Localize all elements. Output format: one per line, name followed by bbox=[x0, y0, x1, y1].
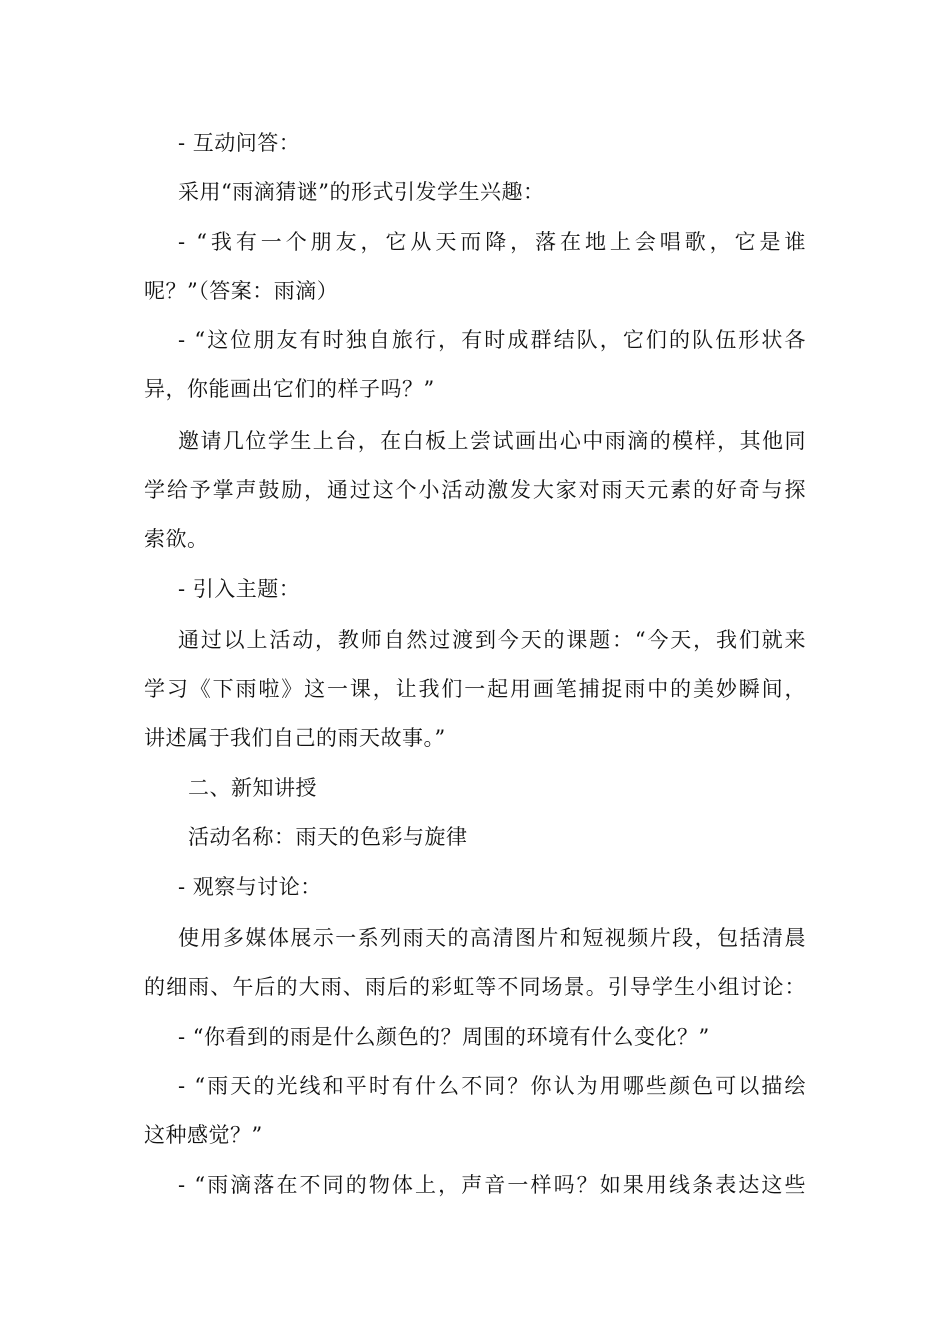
quote-line: 这种感觉？” bbox=[144, 1123, 263, 1147]
activity-name: 活动名称：雨天的色彩与旋律 bbox=[188, 825, 468, 849]
quote-line: - “你看到的雨是什么颜色的？周围的环境有什么变化？” bbox=[178, 1025, 710, 1049]
quote-line: - “雨天的光线和平时有什么不同？你认为用哪些颜色可以描绘 bbox=[178, 1074, 806, 1098]
quote-line: - “我有一个朋友，它从天而降，落在地上会唱歌，它是谁 bbox=[178, 230, 806, 254]
paragraph-line: 学给予掌声鼓励，通过这个小活动激发大家对雨天元素的好奇与探 bbox=[144, 478, 806, 502]
paragraph-line: 通过以上活动，教师自然过渡到今天的课题：“今天，我们就来 bbox=[178, 628, 806, 652]
quote-line: - “这位朋友有时独自旅行，有时成群结队，它们的队伍形状各 bbox=[178, 328, 806, 352]
quote-line: 呢？”（答案：雨滴） bbox=[144, 279, 339, 303]
paragraph-line: 采用“雨滴猜谜”的形式引发学生兴趣： bbox=[178, 180, 545, 204]
paragraph-line: 使用多媒体展示一系列雨天的高清图片和短视频片段，包括清晨 bbox=[178, 926, 806, 950]
paragraph-line: 学习《下雨啦》这一课，让我们一起用画笔捕捉雨中的美妙瞬间， bbox=[144, 677, 806, 701]
paragraph-line: 索欲。 bbox=[144, 527, 209, 551]
paragraph-line: 邀请几位学生上台，在白板上尝试画出心中雨滴的模样，其他同 bbox=[178, 429, 806, 453]
quote-line: - “雨滴落在不同的物体上，声音一样吗？如果用线条表达这些 bbox=[178, 1173, 806, 1197]
bullet-interactive-qa: - 互动问答： bbox=[178, 131, 301, 155]
paragraph-line: 讲述属于我们自己的雨天故事。” bbox=[144, 726, 446, 750]
paragraph-line: 的细雨、午后的大雨、雨后的彩虹等不同场景。引导学生小组讨论： bbox=[144, 975, 806, 999]
section-heading: 二、新知讲授 bbox=[188, 776, 317, 800]
bullet-observe-discuss: - 观察与讨论： bbox=[178, 875, 322, 899]
bullet-introduce-topic: - 引入主题： bbox=[178, 577, 301, 601]
quote-line: 异，你能画出它们的样子吗？” bbox=[144, 377, 435, 401]
